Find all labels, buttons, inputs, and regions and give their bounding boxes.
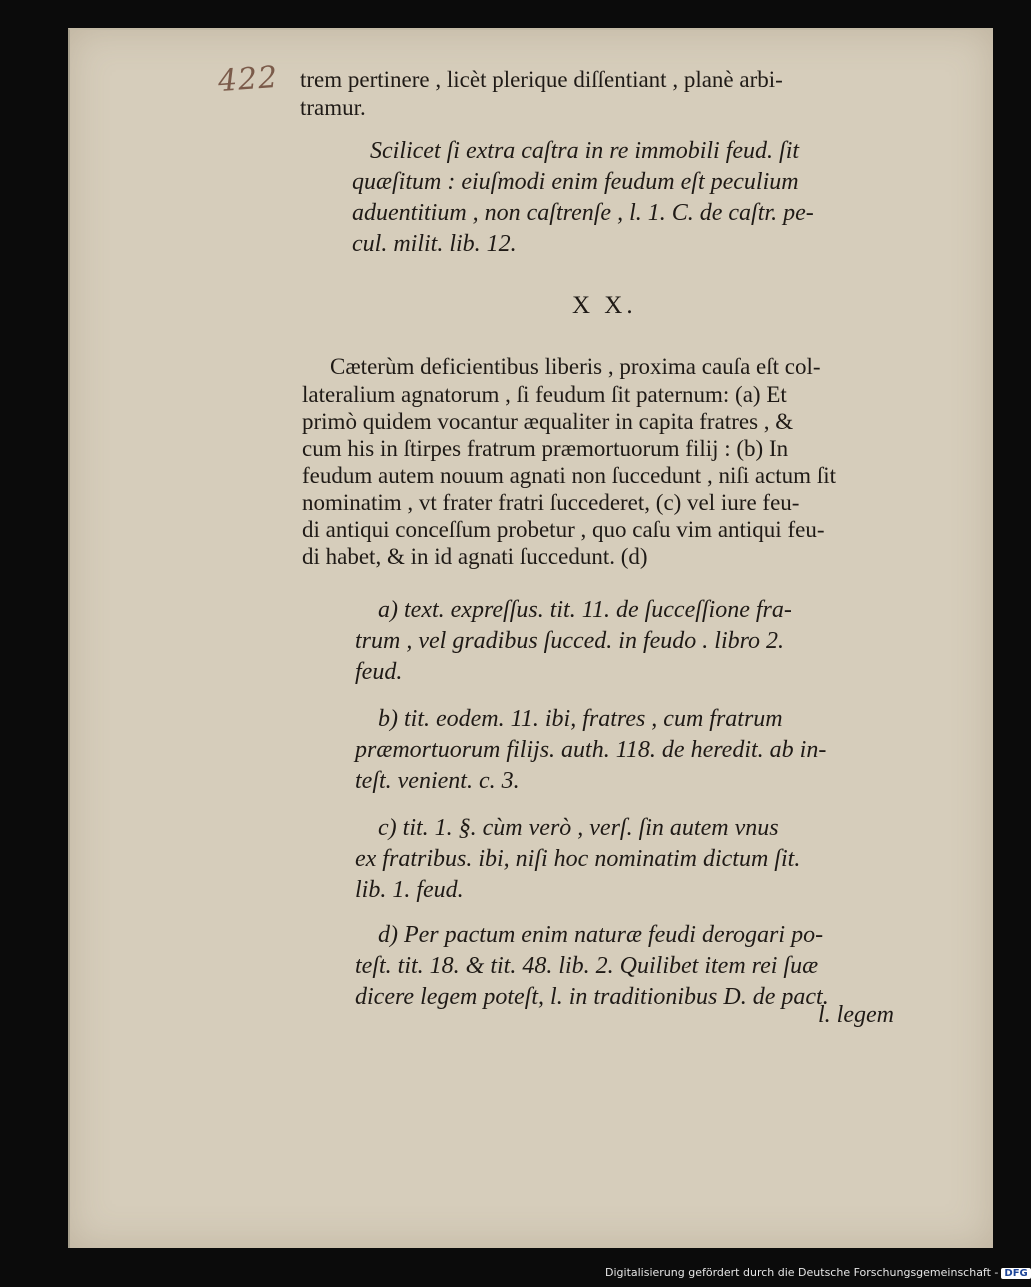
footnote-d-line-2: teſt. tit. 18. & tit. 48. lib. 2. Quilibet item rei ſuæ xyxy=(355,953,819,979)
footnote-a-line-3: feud. xyxy=(355,659,403,685)
footnote-b-line-3: teſt. venient. c. 3. xyxy=(355,768,520,794)
footnote-d-line-3: dicere legem poteſt, l. in traditionibus D. de pact. xyxy=(355,984,829,1010)
main-line-5: feudum autem nouum agnati non ſuccedunt , niſi actum ſit xyxy=(302,463,836,488)
main-line-7: di antiqui conceſſum probetur , quo caſu vim antiqui feu- xyxy=(302,517,825,542)
handwritten-page-number: 422 xyxy=(216,59,280,100)
digitization-footer xyxy=(605,1266,1031,1279)
footnote-d-line-1: d) Per pactum enim naturæ feudi derogari po- xyxy=(378,922,824,948)
top-line-2: tramur. xyxy=(300,95,366,120)
footnote-c-line-2: ex fratribus. ibi, niſi hoc nominatim dictum ſit. xyxy=(355,846,801,872)
scilicet-line-4: cul. milit. lib. 12. xyxy=(352,231,517,257)
footnote-c-line-1: c) tit. 1. §. cùm verò , verſ. ſin autem vnus xyxy=(378,815,779,841)
catchword: l. legem xyxy=(818,1002,894,1028)
scilicet-line-3: aduentitium , non caſtrenſe , l. 1. C. de caſtr. pe- xyxy=(352,200,814,226)
main-line-2: lateralium agnatorum , ſi feudum ſit paternum: (a) Et xyxy=(302,382,787,407)
main-line-8: di habet, & in id agnati ſuccedunt. (d) xyxy=(302,544,648,569)
top-line-1: trem pertinere , licèt plerique diſſentiant , planè arbi- xyxy=(300,67,783,92)
footnote-a-line-2: trum , vel gradibus ſucced. in feudo . libro 2. xyxy=(355,628,785,654)
main-line-6: nominatim , vt frater fratri ſuccederet, (c) vel iure feu- xyxy=(302,490,800,515)
scilicet-line-2: quæſitum : eiuſmodi enim feudum eſt peculium xyxy=(352,169,799,195)
footnote-b-line-2: præmortuorum filijs. auth. 118. de heredit. ab in- xyxy=(355,737,827,763)
footnote-a-line-1: a) text. expreſſus. tit. 11. de ſucceſſione fra- xyxy=(378,597,792,623)
footer-text: Digitalisierung gefördert durch die Deutsche Forschungsgemeinschaft - xyxy=(605,1266,999,1279)
main-line-4: cum his in ſtirpes fratrum præmortuorum filij : (b) In xyxy=(302,436,789,461)
footnote-b-line-1: b) tit. eodem. 11. ibi, fratres , cum fratrum xyxy=(378,706,783,732)
main-line-3: primò quidem vocantur æqualiter in capita fratres , & xyxy=(302,409,794,434)
main-line-1: Cæterùm deficientibus liberis , proxima cauſa eſt col- xyxy=(330,354,821,379)
footnote-c-line-3: lib. 1. feud. xyxy=(355,877,464,903)
section-heading: X X. xyxy=(572,292,637,319)
scilicet-line-1: Scilicet ſi extra caſtra in re immobili feud. ſit xyxy=(370,138,800,164)
dfg-logo: DFG xyxy=(1001,1268,1030,1279)
